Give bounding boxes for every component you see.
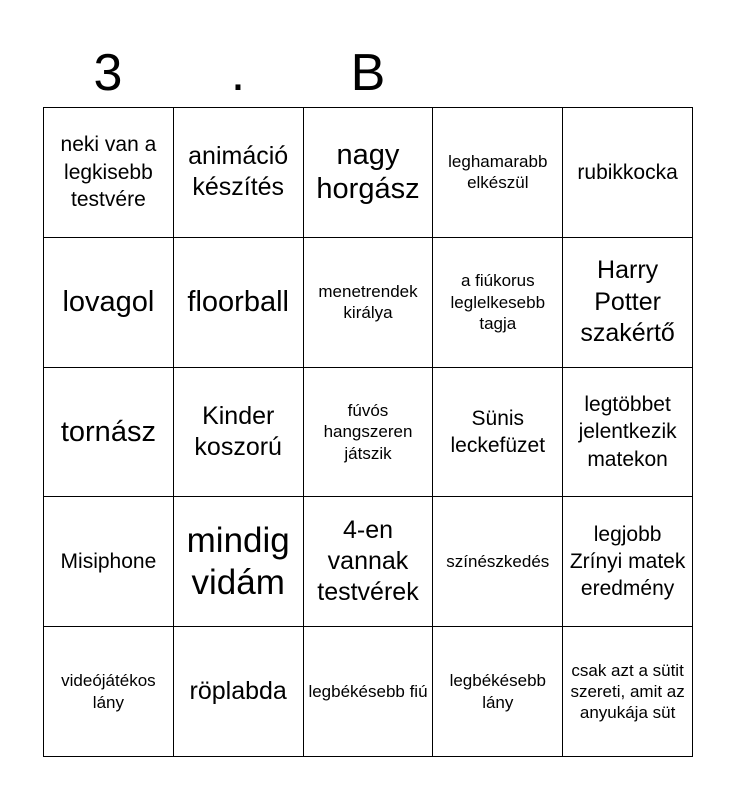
title-letter-4 — [433, 40, 563, 106]
cell-text: fúvós hangszeren játszik — [323, 401, 413, 463]
bingo-cell-1-1[interactable] — [44, 108, 174, 238]
title-letter-2: . — [230, 44, 246, 102]
cell-text: tornász — [60, 415, 156, 448]
cell-text: Harry Potter szakértő — [580, 256, 675, 347]
bingo-cell-5-4[interactable] — [433, 627, 563, 757]
bingo-cell-2-3[interactable] — [304, 238, 434, 368]
cell-text: legtöbbet jelentkezik matekon — [578, 393, 677, 471]
cell-text: röplabda — [189, 676, 287, 705]
title-letter-1: 3 — [93, 44, 123, 102]
bingo-cell-5-5[interactable] — [563, 627, 693, 757]
cell-text: rubikkocka — [577, 160, 678, 184]
card-title — [43, 40, 693, 106]
bingo-cell-1-3[interactable] — [304, 108, 434, 238]
bingo-cell-2-1[interactable] — [44, 238, 174, 368]
bingo-cell-3-4[interactable] — [433, 368, 563, 498]
title-letter-5 — [563, 40, 693, 106]
bingo-cell-2-4[interactable] — [433, 238, 563, 368]
bingo-cell-5-2[interactable] — [174, 627, 304, 757]
bingo-cell-1-2[interactable] — [174, 108, 304, 238]
bingo-cell-2-2[interactable] — [174, 238, 304, 368]
cell-text: csak azt a sütit szereti, amit az anyukája süt — [570, 660, 685, 723]
cell-text: menetrendek királya — [318, 281, 418, 323]
bingo-cell-4-2[interactable] — [174, 497, 304, 627]
bingo-cell-5-1[interactable] — [44, 627, 174, 757]
bingo-cell-4-4[interactable] — [433, 497, 563, 627]
bingo-cell-3-5[interactable] — [563, 368, 693, 498]
cell-text: legjobb Zrínyi matek eredmény — [569, 522, 686, 601]
bingo-cell-5-3[interactable] — [304, 627, 434, 757]
bingo-cell-1-4[interactable] — [433, 108, 563, 238]
cell-text: leghamarabb elkészül — [448, 152, 548, 193]
bingo-cell-4-3[interactable] — [304, 497, 434, 627]
cell-text: lovagol — [62, 285, 155, 318]
cell-text: Kinder koszorú — [194, 401, 282, 461]
bingo-cell-3-3[interactable] — [304, 368, 434, 498]
cell-text: legbékésebb lány — [449, 671, 546, 712]
bingo-cell-1-5[interactable] — [563, 108, 693, 238]
cell-text: 4-en vannak testvérek — [317, 515, 419, 607]
cell-text: Sünis leckefüzet — [450, 406, 546, 457]
bingo-cell-3-1[interactable] — [44, 368, 174, 498]
cell-text: floorball — [187, 285, 289, 318]
bingo-cell-2-5[interactable] — [563, 238, 693, 368]
bingo-cell-4-5[interactable] — [563, 497, 693, 627]
cell-text: mindig vidám — [186, 520, 290, 602]
cell-text: színészkedés — [446, 552, 550, 572]
cell-text: legbékésebb fiú — [308, 681, 428, 701]
bingo-board — [43, 107, 693, 757]
bingo-cell-3-2[interactable] — [174, 368, 304, 498]
bingo-cell-4-1[interactable] — [44, 497, 174, 627]
cell-text: animáció készítés — [188, 142, 289, 202]
cell-text: Misiphone — [60, 550, 157, 574]
title-letter-3: B — [350, 44, 386, 102]
cell-text: neki van a legkisebb testvére — [60, 133, 157, 212]
cell-text: videójátékos lány — [61, 671, 156, 712]
cell-text: a fiúkorus leglelkesebb tagja — [450, 271, 546, 333]
cell-text: nagy horgász — [316, 138, 420, 206]
